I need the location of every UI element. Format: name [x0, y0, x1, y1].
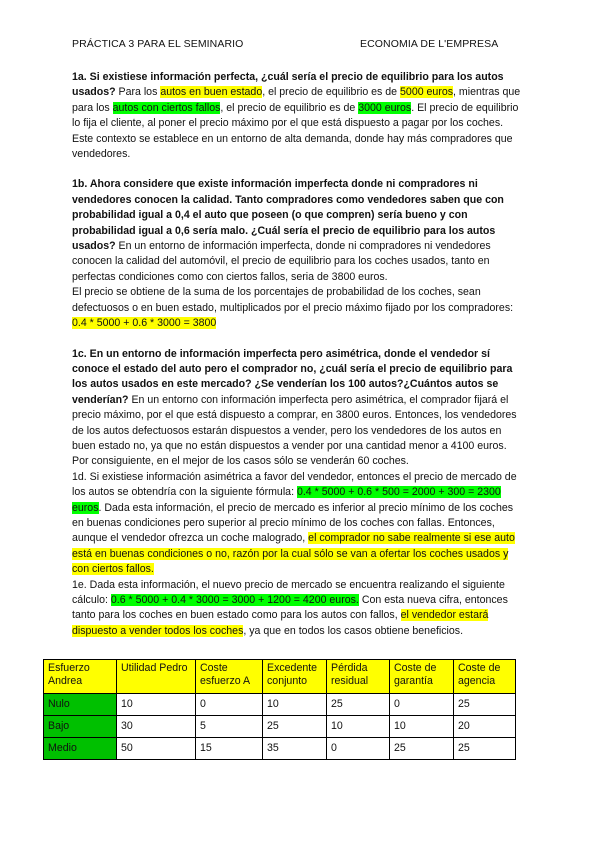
table-header-cell: Coste esfuerzo A	[196, 660, 263, 694]
table-cell: 30	[117, 716, 196, 738]
table-cell: 10	[327, 716, 390, 738]
answer-1e-text: Con esta nueva cifra, entonces tanto para los coches en buen estado como para los autos con fallos,	[72, 594, 508, 622]
table-cell: 25	[263, 716, 327, 738]
table-cell: 35	[263, 738, 327, 760]
table-row-label: Nulo	[44, 694, 117, 716]
answer-1c-text: En un entorno con información imperfecta pero asimétrica, el comprador fijará el precio máximo, por el que está dispuesto a comprar, en 3800 euros. Entonces, los vendedores de los autos defectuosos estarán dispuestos a vender, pero los vendedores de los autos en buen estado no, ya que no están dispuestos a vender por una cantidad menor a 4100 euros. Por consiguiente, en el mejor de los casos sólo se venderán 60 coches.	[72, 393, 517, 468]
table-cell: 25	[454, 738, 516, 760]
section-1b	[72, 177, 524, 285]
table-header-cell: Coste de agencia	[454, 660, 516, 694]
section-1b-formula	[72, 285, 524, 331]
answer-1a-text: , el precio de equilibrio es de	[262, 86, 401, 99]
highlight-conclusion-1d: el comprador no sabe realmente si ese auto está en buenas condiciones o no, razón por la cual sólo se van a ofertar los coches usados y con ciertos fallos.	[72, 532, 515, 576]
table-header-row	[44, 660, 516, 694]
table-cell: 20	[454, 716, 516, 738]
table-cell: 0	[196, 694, 263, 716]
table-cell: 25	[390, 738, 454, 760]
question-1b: 1b. Ahora considere que existe información imperfecta donde ni compradores ni vendedores conocen la calidad. Tanto compradores como vendedores saben que con probabilidad igual a 0,4 el auto que poseen (o que compren) sería bueno y con probabilidad igual a 0,6 sería malo. ¿Cuál sería el precio de equilibrio para los autos usados?	[72, 178, 504, 253]
document-body	[72, 70, 524, 639]
highlight-formula-1b: 0.4 * 5000 + 0.6 * 3000 = 3800	[72, 317, 217, 330]
answer-1a-text: . El precio de equilibrio lo fija el cliente, al poner el precio máximo por el que está dispuesto a pagar por los coches. Este contexto se establece en un entorno de alta demanda, donde hay más compradores que vendedores.	[72, 101, 519, 161]
question-1c: 1c. En un entorno de información imperfecta pero asimétrica, donde el vendedor sí conoce el estado del auto pero el comprador no, ¿cuál sería el precio de equilibrio para los autos usados en este mercado? ¿Se venderían los 100 autos?¿Cuántos autos se venderían?	[72, 347, 513, 406]
table-row	[44, 694, 516, 716]
header-right: ECONOMIA DE L'EMPRESA	[360, 38, 499, 50]
table-cell: 50	[117, 738, 196, 760]
table-cell: 0	[327, 738, 390, 760]
header-left: PRÁCTICA 3 PARA EL SEMINARIO	[72, 38, 244, 50]
table-header-cell: Coste de garantía	[390, 660, 454, 694]
answer-1e-text: , ya que en todos los casos obtiene beneficios.	[243, 624, 464, 637]
section-1d	[72, 470, 524, 578]
table-cell: 15	[196, 738, 263, 760]
table-cell: 10	[263, 694, 327, 716]
table-row-label: Medio	[44, 738, 117, 760]
effort-table	[43, 659, 516, 760]
answer-1e-text: 1e. Dada esta información, el nuevo precio de mercado se encuentra realizando el siguiente cálculo:	[72, 578, 505, 606]
highlight-conclusion-1e: el vendedor estará dispuesto a vender todos los coches	[72, 609, 489, 637]
table-header-cell: Utilidad Pedro	[117, 660, 196, 694]
answer-1d-text: 1d. Si existiese información asimétrica a favor del vendedor, entonces el precio de mercado de los autos se obtendría con la siguiente fórmula:	[72, 470, 517, 499]
section-1e	[72, 578, 524, 640]
answer-1b-text: En un entorno de información imperfecta, donde ni compradores ni vendedores conocen la calidad del automóvil, el precio de equilibrio para los coches usados, tanto en perfectas condiciones como con ciertos fallos, seria de 3800 euros.	[72, 240, 491, 283]
highlight-autos-fallos: autos con ciertos fallos	[112, 101, 221, 114]
section-1c	[72, 347, 524, 470]
table-cell: 10	[117, 694, 196, 716]
table-cell: 25	[454, 694, 516, 716]
table-header-cell: Excedente conjunto	[263, 660, 327, 694]
table-row	[44, 716, 516, 738]
answer-1a-text: , el precio de equilibrio es de	[220, 101, 359, 114]
answer-1a-text: , mientras que para los	[72, 86, 521, 114]
table-row	[44, 738, 516, 760]
highlight-formula-1d: 0.4 * 5000 + 0.6 * 500 = 2000 + 300 = 2300 euros	[72, 486, 501, 514]
table-cell: 25	[327, 694, 390, 716]
answer-1b-text: El precio se obtiene de la suma de los porcentajes de probabilidad de los coches, sean defectuosos o en buen estado, multiplicados por el precio máximo fijado por los compradores:	[72, 286, 514, 314]
highlight-autos-buen-estado: autos en buen estado	[160, 86, 263, 99]
table-row-label: Bajo	[44, 716, 117, 738]
highlight-formula-1e: 0.6 * 5000 + 0.4 * 3000 = 3000 + 1200 = 4200 euros.	[110, 594, 359, 606]
answer-1a-text: Para los	[115, 86, 161, 99]
answer-1d-text: . Dada esta información, el precio de mercado es inferior al precio mínimo de los coches en buenas condiciones pero superior al precio mínimo de los coches con fallas. Entonces, aunque el vendedor ofrezca un coche malogrado,	[72, 501, 514, 545]
highlight-5000-euros: 5000 euros	[400, 86, 454, 99]
highlight-3000-euros: 3000 euros	[358, 101, 412, 114]
table-cell: 5	[196, 716, 263, 738]
table-cell: 0	[390, 694, 454, 716]
table-header-cell: Pérdida residual	[327, 660, 390, 694]
table-header-cell: Esfuerzo Andrea	[44, 660, 117, 694]
question-1a: 1a. Si existiese información perfecta, ¿cuál sería el precio de equilibrio para los autos usados?	[72, 71, 504, 99]
section-1a	[72, 70, 524, 162]
table-cell: 10	[390, 716, 454, 738]
